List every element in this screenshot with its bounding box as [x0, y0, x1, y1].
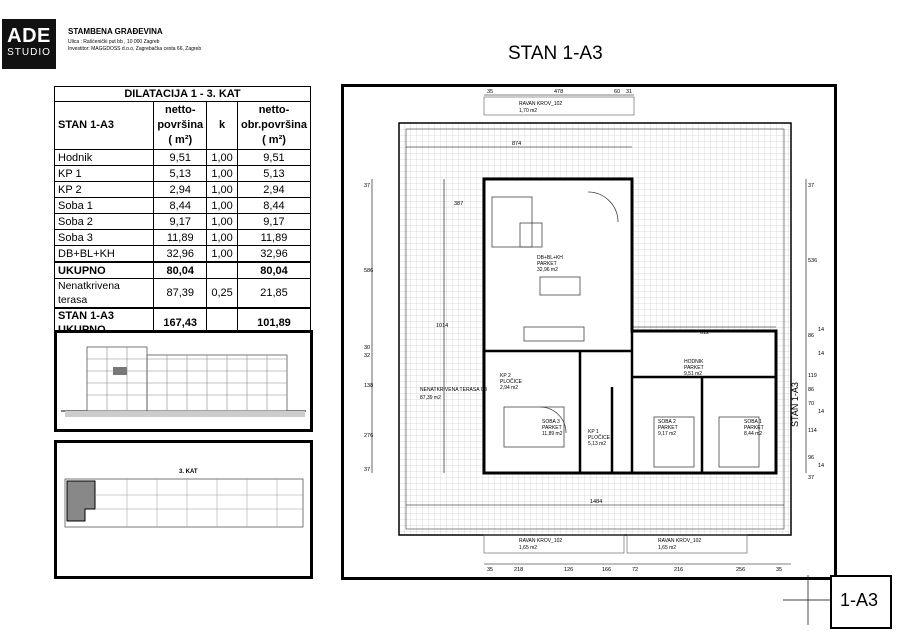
total-label: UKUPNO [55, 262, 154, 279]
dim-left-5: 138 [364, 383, 374, 389]
section-drawing [57, 333, 310, 429]
logo-main-text: ADE [7, 25, 51, 47]
dim-inner-1: 874 [512, 141, 522, 147]
plan-apartment-label: STAN 1-A3 [790, 382, 800, 427]
dim-bottom-8: 35 [776, 567, 783, 573]
dim-top-3: 60 [614, 89, 621, 95]
dim-inner-3: 612 [700, 330, 710, 336]
dim-inner-4: 1484 [590, 499, 603, 505]
dim-right-7: 86 [808, 387, 815, 393]
dim-top-4: 31 [626, 89, 633, 95]
cell-name: DB+BL+KH [55, 246, 154, 263]
table-row [55, 214, 311, 230]
dim-left-8: 1014 [436, 323, 449, 329]
cell-net: 9,17 [154, 214, 207, 230]
cell-obr: 11,89 [237, 230, 310, 246]
dim-left-7: 37 [364, 467, 371, 473]
ade-studio-logo [2, 19, 56, 69]
roof-top-label: RAVAN KROV_102 [519, 101, 563, 107]
table-row [55, 166, 311, 182]
roof-bottom-left-label: RAVAN KROV_102 [519, 538, 563, 544]
keyplan-drawing [57, 443, 310, 576]
table-row [55, 246, 311, 263]
building-section-thumbnail [54, 330, 313, 432]
header-apartment: STAN 1-A3 [55, 102, 154, 150]
table-total-row [55, 262, 311, 279]
dim-right-9: 14 [818, 409, 825, 415]
cell-k: 1,00 [207, 182, 238, 198]
header-net-area: netto- površina ( m²) [154, 102, 207, 150]
cell-k: 1,00 [207, 246, 238, 263]
room-kp2-name: KP 2 [500, 373, 511, 379]
dim-left-2: 586 [364, 268, 374, 274]
dim-right-5: 14 [818, 351, 825, 357]
cell-name: KP 2 [55, 182, 154, 198]
table-caption: DILATACIJA 1 - 3. KAT [55, 87, 311, 102]
terrace-label: Nenatkrivena terasa [55, 279, 154, 309]
room-soba2-area: 9,17 m2 [658, 431, 677, 437]
room-soba1-name: SOBA 1 [744, 419, 762, 425]
room-db-floor: PARKET [537, 261, 557, 267]
cell-name: Soba 2 [55, 214, 154, 230]
room-db-name: DB+BL+KH [537, 255, 563, 261]
dim-bottom-2: 218 [514, 567, 524, 573]
dim-right-12: 14 [818, 463, 825, 469]
dim-bottom-7: 256 [736, 567, 746, 573]
dim-bottom-5: 72 [632, 567, 639, 573]
cell-obr: 9,51 [237, 150, 310, 166]
cell-name: Soba 1 [55, 198, 154, 214]
roof-bottom-left-area: 1,65 m2 [519, 545, 538, 551]
cell-obr: 8,44 [237, 198, 310, 214]
terrace-obr: 21,85 [237, 279, 310, 309]
cell-net: 8,44 [154, 198, 207, 214]
room-soba3-name: SOBA 3 [542, 419, 560, 425]
header-calc-area: netto- obr.površina ( m²) [237, 102, 310, 150]
dim-right-2: 536 [808, 258, 818, 264]
floor-plan-frame [341, 84, 837, 580]
room-hodnik-area: 9,51 m2 [684, 371, 703, 377]
cell-obr: 2,94 [237, 182, 310, 198]
dim-bottom-6: 216 [674, 567, 684, 573]
cell-obr: 9,17 [237, 214, 310, 230]
room-terrace-area: 87,39 m2 [420, 395, 441, 401]
dim-left-6: 276 [364, 433, 374, 439]
dim-left-4: 32 [364, 353, 371, 359]
room-soba3-floor: PARKET [542, 425, 562, 431]
total-obr: 80,04 [237, 262, 310, 279]
grand-label: STAN 1-A3 [55, 308, 154, 338]
project-investor: Investitor: MAGGDOSS d.o.o, Zagrebačka cesta 66, Zagreb [68, 46, 202, 52]
total-net: 80,04 [154, 262, 207, 279]
table-row [55, 182, 311, 198]
room-soba1-area: 8,44 m2 [744, 431, 763, 437]
dim-right-6: 119 [808, 373, 817, 379]
dim-bottom-1: 35 [487, 567, 494, 573]
dim-left-1: 37 [364, 183, 371, 189]
project-address: Ulica : Rašćenički put bb , 10 000 Zagreb [68, 39, 160, 45]
room-kp1-name: KP 1 [588, 429, 599, 435]
total-k [207, 262, 238, 279]
room-kp2-floor: PLOČICE [500, 379, 522, 385]
cell-net: 5,13 [154, 166, 207, 182]
cell-name: Hodnik [55, 150, 154, 166]
cell-k: 1,00 [207, 214, 238, 230]
table-terrace-row [55, 279, 311, 309]
roof-bottom-right-label: RAVAN KROV_102 [658, 538, 702, 544]
room-soba3-area: 11,89 m2 [542, 431, 563, 437]
cell-net: 9,51 [154, 150, 207, 166]
floor-keyplan-thumbnail [54, 440, 313, 579]
cell-k: 1,00 [207, 230, 238, 246]
corner-marker [783, 575, 833, 625]
grand-net: 167,43 [154, 308, 207, 338]
dim-bottom-4: 166 [602, 567, 612, 573]
cell-k: 1,00 [207, 150, 238, 166]
table-row [55, 150, 311, 166]
cell-k: 1,00 [207, 198, 238, 214]
room-kp1-area: 5,13 m2 [588, 441, 607, 447]
dim-right-3: 86 [808, 333, 815, 339]
cell-k: 1,00 [207, 166, 238, 182]
dim-inner-2: 387 [454, 201, 464, 207]
grand-obr: 101,89 [237, 308, 310, 338]
terrace-k: 0,25 [207, 279, 238, 309]
dim-right-1: 37 [808, 183, 815, 189]
keyplan-floor-label: 3. KAT [179, 469, 198, 475]
cell-net: 11,89 [154, 230, 207, 246]
room-soba1-floor: PARKET [744, 425, 764, 431]
roof-bottom-right-area: 1,65 m2 [658, 545, 677, 551]
dim-right-4: 14 [818, 327, 825, 333]
room-soba2-name: SOBA 2 [658, 419, 676, 425]
area-table [54, 86, 311, 339]
room-db-area: 32,96 m2 [537, 267, 558, 273]
dim-top-2: 478 [554, 89, 564, 95]
roof-top-area: 1,70 m2 [519, 108, 538, 114]
cell-net: 32,96 [154, 246, 207, 263]
room-kp1-floor: PLOČICE [588, 435, 610, 441]
table-row [55, 198, 311, 214]
dim-bottom-3: 126 [564, 567, 574, 573]
table-header-row [55, 102, 311, 150]
cell-obr: 5,13 [237, 166, 310, 182]
dim-top-1: 35 [487, 89, 494, 95]
project-title: STAMBENA GRAĐEVINA [68, 27, 163, 36]
room-soba2-floor: PARKET [658, 425, 678, 431]
room-kp2-area: 2,94 m2 [500, 385, 519, 391]
cell-name: KP 1 [55, 166, 154, 182]
room-hodnik-name: HODNIK [684, 359, 704, 365]
dim-right-10: 114 [808, 428, 817, 434]
cell-net: 2,94 [154, 182, 207, 198]
apartment-tag: 1-A3 [840, 590, 879, 610]
table-row [55, 230, 311, 246]
page-title: STAN 1-A3 [508, 43, 603, 64]
terrace-net: 87,39 [154, 279, 207, 309]
dim-right-11: 96 [808, 455, 815, 461]
dim-left-3: 30 [364, 345, 371, 351]
cell-name: Soba 3 [55, 230, 154, 246]
header-k: k [207, 102, 238, 150]
cell-obr: 32,96 [237, 246, 310, 263]
dim-right-13: 37 [808, 475, 815, 481]
floor-plan-drawing [344, 87, 834, 577]
dim-right-8: 70 [808, 401, 815, 407]
logo-sub-text: STUDIO [7, 47, 51, 58]
room-hodnik-floor: PARKET [684, 365, 704, 371]
room-terrace-name: NENATKRIVENA TERASA C3 [420, 387, 488, 393]
